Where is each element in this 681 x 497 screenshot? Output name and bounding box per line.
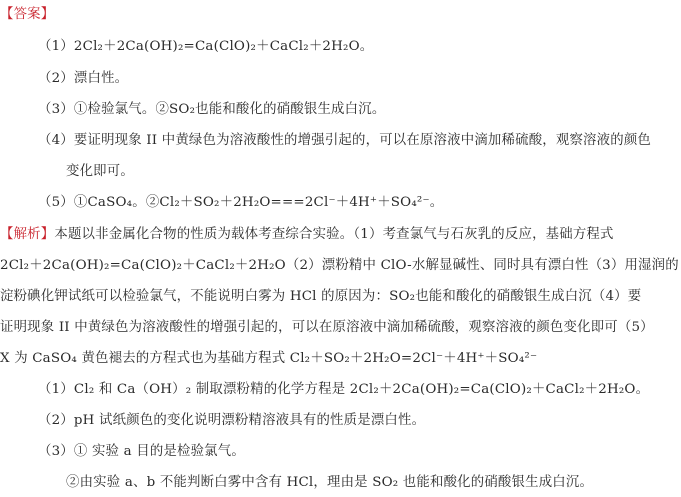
answer-tag: 【答案】	[0, 7, 55, 22]
analysis-item-3-sub: ②由实验 a、b 不能判断白雾中含有 HCl，理由是 SO₂ 也能和酸化的硝酸银生成白沉。	[66, 475, 594, 490]
answer-line-4-cont: 变化即可。	[66, 164, 134, 179]
answer-line-4: （4）要证明现象 II 中黄绿色为溶液酸性的增强引起的，可以在原溶液中滴加稀硫酸，观察溶液的颜色	[38, 133, 652, 148]
analysis-item-2: （2）pH 试纸颜色的变化说明漂粉精溶液具有的性质是漂白性。	[38, 413, 426, 428]
answer-line-5: （5）①CaSO₄。②Cl₂＋SO₂＋2H₂O===2Cl⁻＋4H⁺＋SO₄²⁻。	[38, 195, 444, 210]
answer-line-3: （3）①检验氯气。②SO₂也能和酸化的硝酸银生成白沉。	[38, 102, 386, 117]
analysis-line-1: 本题以非金属化合物的性质为载体考查综合实验。（1）考查氯气与石灰乳的反应，基础方程式	[54, 227, 614, 242]
answer-line-1: （1）2Cl₂＋2Ca(OH)₂=Ca(ClO)₂＋CaCl₂＋2H₂O。	[38, 39, 374, 54]
analysis-line-2: 2Cl₂＋2Ca(OH)₂=Ca(ClO)₂＋CaCl₂＋2H₂O（2）漂粉精中 ClO-水解显碱性、同时具有漂白性（3）用湿润的	[0, 258, 679, 273]
analysis-line-3: 淀粉碘化钾试纸可以检验氯气，不能说明白雾为 HCl 的原因为：SO₂也能和酸化的硝酸银生成白沉（4）要	[0, 289, 642, 304]
analysis-tag: 【解析】	[0, 227, 55, 242]
analysis-item-1: （1）Cl₂ 和 Ca（OH）₂ 制取漂粉精的化学方程是 2Cl₂＋2Ca(OH)₂=Ca(ClO)₂＋CaCl₂＋2H₂O。	[38, 382, 650, 397]
analysis-item-3: （3）① 实验 a 目的是检验氯气。	[38, 444, 245, 459]
answer-line-2: （2）漂白性。	[38, 71, 129, 86]
analysis-line-5: X 为 CaSO₄ 黄色褪去的方程式也为基础方程式 Cl₂＋SO₂＋2H₂O=2Cl⁻＋4H⁺＋SO₄²⁻	[0, 351, 538, 366]
analysis-line-4: 证明现象 II 中黄绿色为溶液酸性的增强引起的，可以在原溶液中滴加稀硫酸，观察溶液的颜色变化即可（5）	[0, 320, 654, 335]
analysis-first-line	[0, 226, 614, 244]
